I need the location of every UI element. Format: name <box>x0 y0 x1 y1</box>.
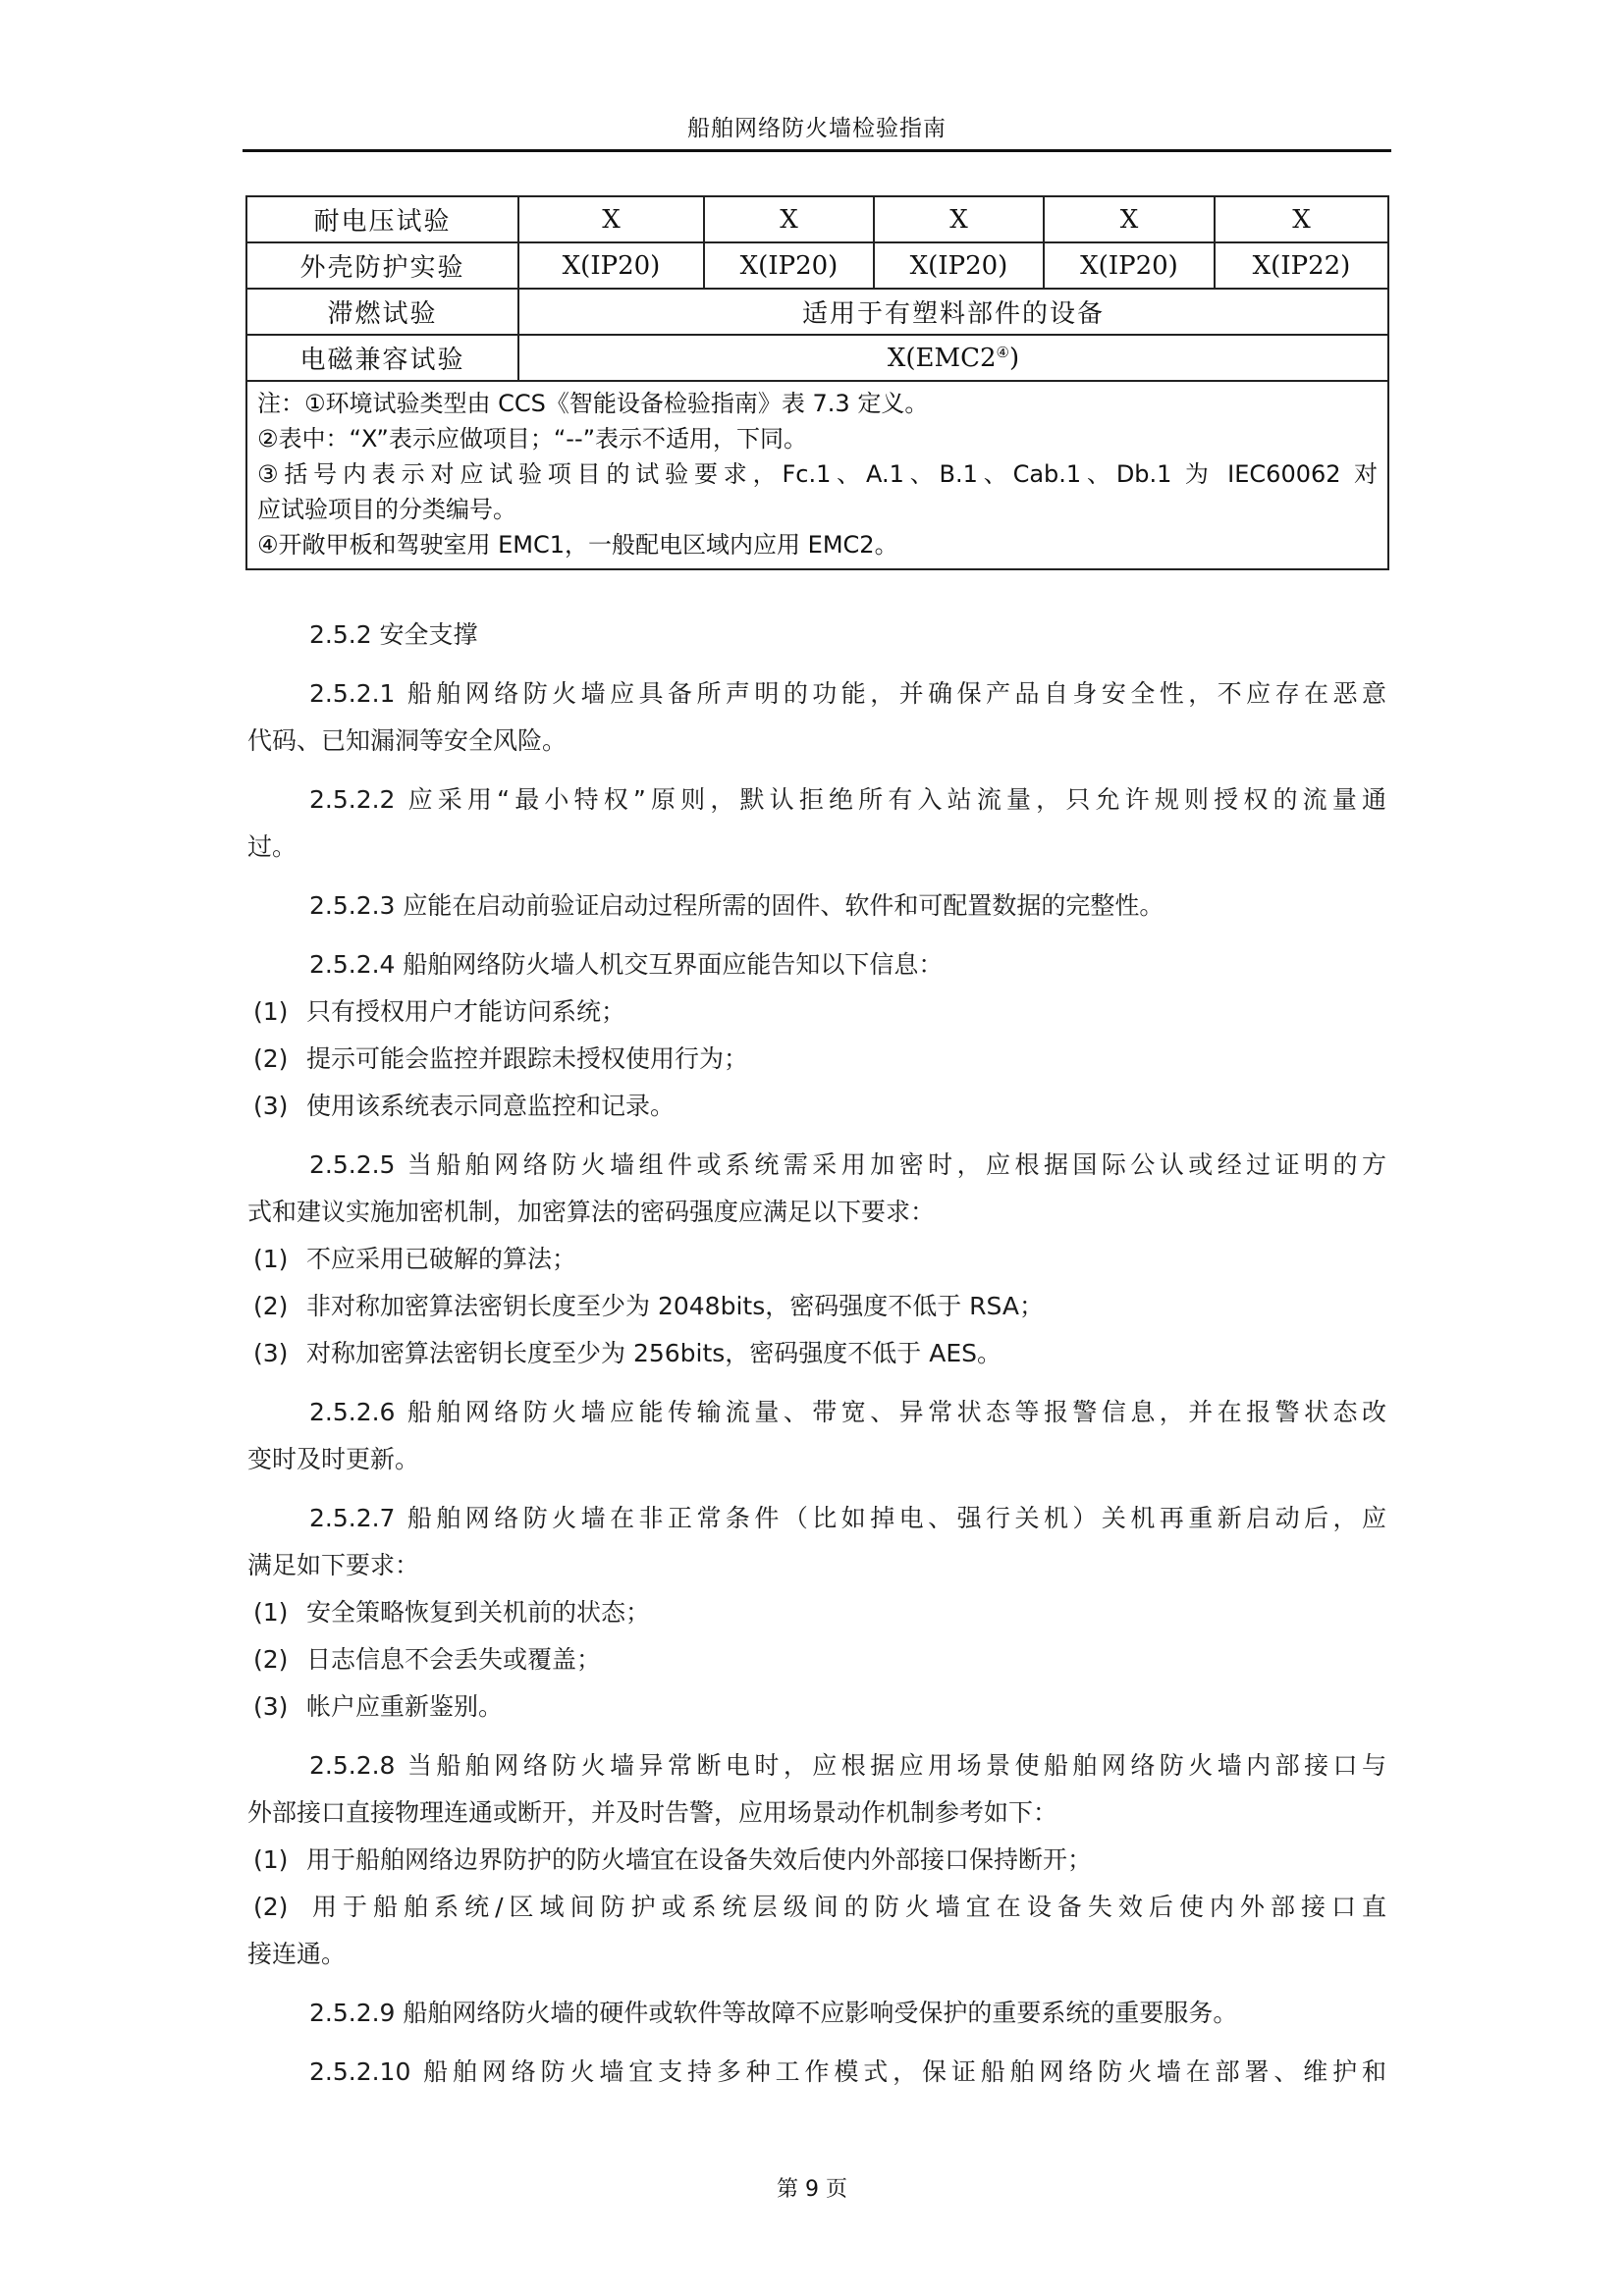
list-text: 用于船舶网络边界防护的防火墙宜在设备失效后使内外部接口保持断开； <box>306 1845 1093 1874</box>
paragraph-2-5-2-10 <box>247 2049 1386 2096</box>
table-cell: X(IP20) <box>518 242 704 289</box>
paragraph-2-5-2-8 <box>247 1742 1386 1978</box>
list-item <box>247 1683 1386 1731</box>
table-note: 应试验项目的分类编号。 <box>257 496 516 523</box>
list-number: (1) <box>253 1598 289 1627</box>
list-text: 对称加密算法密钥长度至少为 256bits，密码强度不低于 AES。 <box>306 1339 1002 1367</box>
table-cell: X(IP20) <box>704 242 874 289</box>
list-item <box>247 1330 1386 1377</box>
table-cell: X(IP20) <box>874 242 1044 289</box>
list-item <box>247 1236 1386 1283</box>
paragraph-2-5-2-3 <box>247 882 1386 930</box>
table-row <box>246 242 1388 289</box>
paragraph-2-5-2-4 <box>247 941 1386 1130</box>
table-cell: X <box>874 196 1044 242</box>
table-cell: X <box>1215 196 1388 242</box>
table-cell: X(IP22) <box>1215 242 1388 289</box>
table-row <box>246 196 1388 242</box>
paragraph-line: 过。 <box>247 832 298 861</box>
list-item <box>247 1083 1386 1130</box>
table-row <box>246 335 1388 381</box>
table-note: ②表中：“X”表示应做项目；“--”表示不适用，下同。 <box>257 425 808 453</box>
list-text: 用于船舶系统/区域间防护或系统层级间的防火墙宜在设备失效后使内外部接口直 <box>306 1893 1386 1921</box>
table-note: ③括号内表示对应试验项目的试验要求，Fc.1、A.1、B.1、Cab.1、Db.1 为 IEC60062 对 <box>257 460 1378 488</box>
list-item <box>247 1283 1386 1330</box>
paragraph-line: 2.5.2.4 船舶网络防火墙人机交互界面应能告知以下信息： <box>309 950 944 979</box>
list-item <box>247 1636 1386 1683</box>
list-number: (3) <box>253 1092 289 1120</box>
list-item <box>247 1837 1386 1884</box>
list-item <box>247 1884 1386 1978</box>
list-text: 不应采用已破解的算法； <box>306 1245 577 1273</box>
paragraph-line: 2.5.2.2 应采用“最小特权”原则，默认拒绝所有入站流量，只允许规则授权的流量通 <box>309 785 1386 814</box>
row-label: 滞燃试验 <box>246 289 518 335</box>
list-item <box>247 1589 1386 1636</box>
list-item <box>247 988 1386 1036</box>
paragraph-2-5-2-6 <box>247 1389 1386 1483</box>
list-item <box>247 1036 1386 1083</box>
merged-cell: 适用于有塑料部件的设备 <box>518 289 1388 335</box>
paragraph-line: 2.5.2.1 船舶网络防火墙应具备所声明的功能，并确保产品自身安全性，不应存在恶意 <box>309 679 1386 708</box>
list-text: 日志信息不会丢失或覆盖； <box>306 1645 602 1674</box>
paragraph-line: 2.5.2.7 船舶网络防火墙在非正常条件（比如掉电、强行关机）关机再重新启动后，应 <box>309 1504 1386 1532</box>
list-text: 非对称加密算法密钥长度至少为 2048bits，密码强度不低于 RSA； <box>306 1292 1044 1320</box>
paragraph-line: 2.5.2.8 当船舶网络防火墙异常断电时，应根据应用场景使船舶网络防火墙内部接口与 <box>309 1751 1386 1780</box>
table-note: ④开敞甲板和驾驶室用 EMC1，一般配电区域内应用 EMC2。 <box>257 531 898 559</box>
paragraph-line: 外部接口直接物理连通或断开，并及时告警，应用场景动作机制参考如下： <box>247 1798 1058 1827</box>
emc-value-suffix: ) <box>1009 343 1020 373</box>
paragraph-line: 2.5.2.6 船舶网络防火墙应能传输流量、带宽、异常状态等报警信息，并在报警状态改 <box>309 1398 1386 1426</box>
merged-cell <box>518 335 1388 381</box>
list-number: (3) <box>253 1692 289 1721</box>
list-number: (3) <box>253 1339 289 1367</box>
page-number: 第 9 页 <box>777 2177 847 2202</box>
test-requirements-table <box>245 195 1389 570</box>
table-cell: X <box>518 196 704 242</box>
paragraph-2-5-2-5 <box>247 1142 1386 1377</box>
paragraph-line: 2.5.2.9 船舶网络防火墙的硬件或软件等故障不应影响受保护的重要系统的重要服务。 <box>309 1999 1238 2027</box>
list-text: 帐户应重新鉴别。 <box>306 1692 504 1721</box>
table-note: 注：①环境试验类型由 CCS《智能设备检验指南》表 7.3 定义。 <box>257 390 929 417</box>
header-divider <box>243 149 1391 152</box>
document-header-title: 船舶网络防火墙检验指南 <box>687 116 947 141</box>
paragraph-line: 2.5.2.3 应能在启动前验证启动过程所需的固件、软件和可配置数据的完整性。 <box>309 891 1164 920</box>
row-label: 耐电压试验 <box>246 196 518 242</box>
list-number: (2) <box>253 1044 289 1073</box>
list-line: 接连通。 <box>247 1940 347 1968</box>
table-notes <box>246 381 1388 569</box>
paragraph-line: 变时及时更新。 <box>247 1445 420 1473</box>
paragraph-line: 式和建议实施加密机制，加密算法的密码强度应满足以下要求： <box>247 1198 936 1226</box>
paragraph-2-5-2-1 <box>247 670 1386 765</box>
paragraph-2-5-2-7 <box>247 1495 1386 1731</box>
paragraph-line: 2.5.2.5 当船舶网络防火墙组件或系统需采用加密时，应根据国际公认或经过证明的方 <box>309 1150 1386 1179</box>
emc-value: X(EMC2 <box>887 343 997 373</box>
list-number: (2) <box>253 1292 289 1320</box>
section-heading: 2.5.2 安全支撑 <box>309 620 478 649</box>
paragraph-2-5-2-9 <box>247 1990 1386 2037</box>
table-cell: X <box>704 196 874 242</box>
paragraph-line: 2.5.2.10 船舶网络防火墙宜支持多种工作模式，保证船舶网络防火墙在部署、维护和 <box>309 2057 1386 2086</box>
list-text: 只有授权用户才能访问系统； <box>306 997 626 1026</box>
list-text: 提示可能会监控并跟踪未授权使用行为； <box>306 1044 749 1073</box>
row-label: 电磁兼容试验 <box>246 335 518 381</box>
list-number: (1) <box>253 997 289 1026</box>
list-text: 使用该系统表示同意监控和记录。 <box>306 1092 676 1120</box>
table-cell: X(IP20) <box>1044 242 1215 289</box>
footnote-marker: ④ <box>996 343 1009 361</box>
paragraph-2-5-2-2 <box>247 776 1386 871</box>
table-notes-row <box>246 381 1388 569</box>
list-number: (2) <box>253 1645 289 1674</box>
paragraph-line: 代码、已知漏洞等安全风险。 <box>247 726 568 755</box>
list-number: (1) <box>253 1245 289 1273</box>
paragraph-line: 满足如下要求： <box>247 1551 420 1579</box>
main-content <box>247 612 1386 2096</box>
table-row <box>246 289 1388 335</box>
list-text: 安全策略恢复到关机前的状态； <box>306 1598 651 1627</box>
list-number: (2) <box>253 1893 289 1921</box>
table-cell: X <box>1044 196 1215 242</box>
row-label: 外壳防护实验 <box>246 242 518 289</box>
list-line <box>253 1884 1386 1931</box>
list-number: (1) <box>253 1845 289 1874</box>
